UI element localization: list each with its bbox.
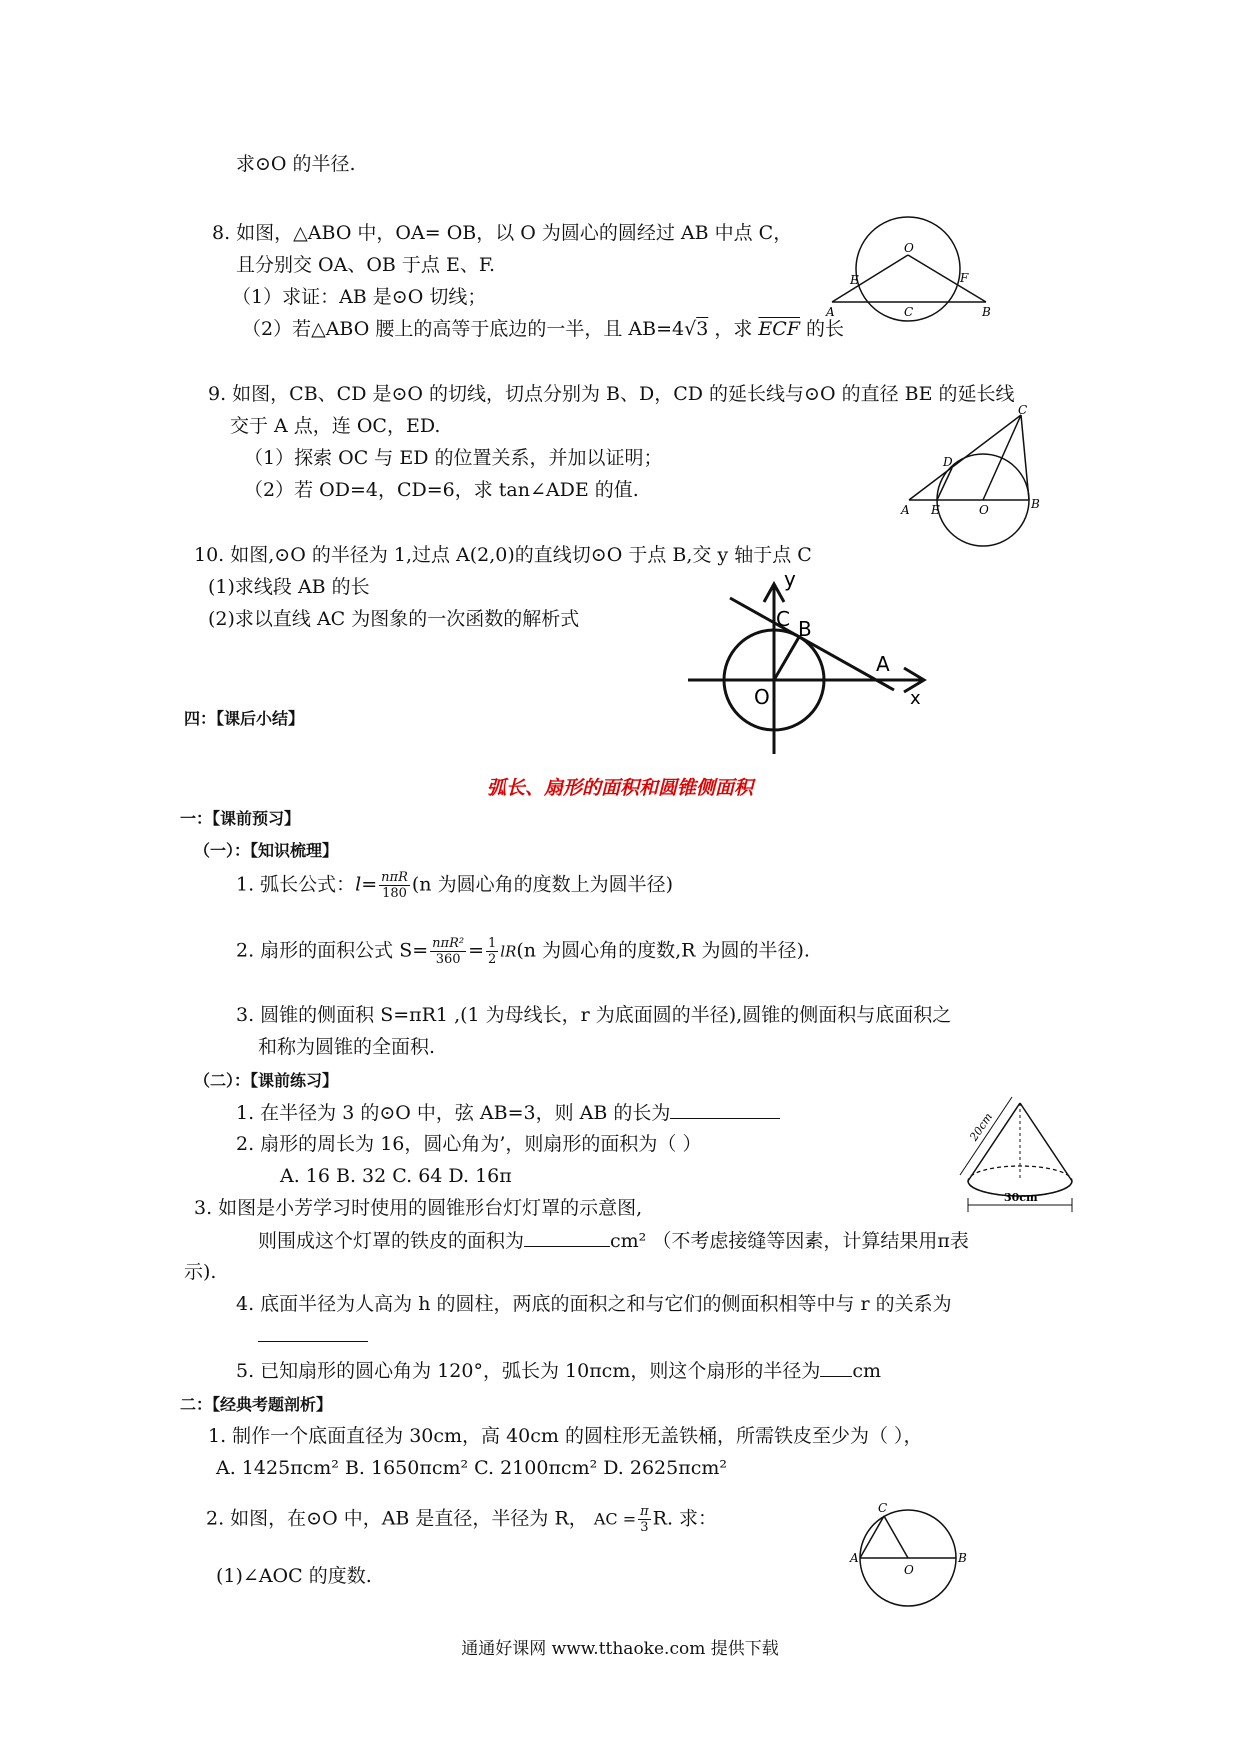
practice-2: 2. 扇形的周长为 16，圆心角为’，则扇形的面积为（ ） (236, 1133, 702, 1155)
classic-1-options: A. 1425πcm² B. 1650πcm² C. 2100πcm² D. 2625πcm² (216, 1457, 727, 1479)
fraction (430, 936, 466, 967)
formula-cone-line-2: 和称为圆锥的全面积. (258, 1036, 436, 1058)
formula-note: (n 为圆心角的度数,R 为圆的半径). (516, 939, 810, 962)
practice-3-line-1: 3. 如图是小芳学习时使用的圆锥形台灯灯罩的示意图, (194, 1197, 643, 1219)
answer-blank (524, 1228, 610, 1247)
classic-2-text-2: R. 求： (652, 1507, 718, 1530)
question-9-line-1: 9. 如图，CB、CD 是⊙O 的切线，切点分别为 B、D，CD 的延长线与⊙O 的直径 BE 的延长线 (208, 383, 1015, 405)
practice-5-unit: cm (852, 1360, 882, 1382)
label-b: B (798, 617, 812, 641)
segment-ao (832, 255, 908, 302)
classic-2 (206, 1504, 717, 1535)
sqrt-symbol: √ (684, 318, 697, 340)
label-a: A (876, 652, 890, 676)
formula-label: 2. 扇形的面积公式 S= (236, 939, 429, 962)
denominator: 2 (488, 952, 497, 967)
label-b: B (1031, 497, 1040, 511)
label-b: B (982, 305, 991, 319)
formula-label: 1. 弧长公式： (236, 873, 356, 896)
classic-2-text: 2. 如图，在⊙O 中，AB 是直径，半径为 R， (206, 1507, 588, 1530)
label-diameter: 30cm (1004, 1191, 1038, 1204)
radius-oc (884, 1516, 908, 1558)
question-10-part-2: (2)求以直线 AC 为图象的一次函数的解析式 (208, 608, 580, 630)
classic-1: 1. 制作一个底面直径为 30cm，高 40cm 的圆柱形无盖铁桶，所需铁皮至少为（ ）， (208, 1425, 923, 1447)
segment-ac (909, 415, 1021, 500)
formula-symbol: lR (500, 942, 517, 961)
practice-5-text: 5. 已知扇形的圆心角为 120°，弧长为 10πcm，则这个扇形的半径为 (236, 1360, 821, 1382)
equals: = (361, 873, 378, 896)
numerator: π (640, 1504, 649, 1519)
section-title: 弧长、扇形的面积和圆锥侧面积 (486, 777, 753, 799)
text-line: 求⊙O 的半径. (236, 153, 356, 175)
section-heading-summary: 四：【课后小结】 (184, 709, 305, 728)
formula-note: (n 为圆心角的度数上为圆半径) (411, 873, 673, 896)
cone-slant-right (1020, 1103, 1072, 1181)
q8-text: （2）若△ABO 腰上的高等于底边的一半，且 AB=4 (242, 318, 685, 340)
subheading-knowledge: （一）：【知识梳理】 (194, 841, 339, 860)
formula-arc-length (236, 870, 673, 901)
question-10-part-1: (1)求线段 AB 的长 (208, 576, 370, 598)
label-c: C (878, 1501, 888, 1515)
figure-q8-svg (820, 222, 1000, 322)
question-9-part-2: （2）若 OD=4，CD=6，求 tan∠ADE 的值. (244, 479, 639, 501)
practice-3-text-2: cm² （不考虑接缝等因素，计算结果用π表 (610, 1230, 969, 1252)
question-9-part-1: （1）探索 OC 与 ED 的位置关系，并加以证明； (244, 447, 663, 469)
subheading-practice: （二）：【课前练习】 (194, 1071, 339, 1090)
page-footer: 通通好课网 www.tthaoke.com 提供下载 (461, 1639, 779, 1659)
q8-text-2: ，求 (714, 318, 753, 340)
label-e: E (931, 503, 940, 517)
denominator: 180 (382, 886, 407, 901)
practice-5 (236, 1358, 881, 1383)
figure-q9-svg (895, 403, 1045, 548)
section-heading-preview: 一：【课前预习】 (180, 809, 301, 828)
figure-cone-svg (958, 1095, 1088, 1215)
label-c: C (776, 607, 790, 631)
label-e: E (850, 273, 859, 287)
segment-co (983, 415, 1021, 500)
equals: = (468, 939, 484, 962)
question-8-line-1: 8. 如图，△ABO 中，OA= OB，以 O 为圆心的圆经过 AB 中点 C， (212, 222, 793, 244)
q8-text-3: 的长 (806, 318, 845, 340)
segment-cb (1021, 415, 1029, 500)
numerator: 1 (488, 936, 497, 951)
numerator: nπR (381, 870, 408, 885)
fraction (638, 1504, 651, 1535)
formula-sector-area (236, 936, 810, 967)
practice-4: 4. 底面半径为人高为 h 的圆柱，两底的面积之和与它们的侧面积相等中与 r 的关系为 (236, 1293, 952, 1315)
question-8-line-2: 且分别交 OA、OB 于点 E、F. (236, 254, 496, 276)
formula-cone-line-1: 3. 圆锥的侧面积 S=πR1 ,(1 为母线长，r 为底面圆的半径),圆锥的侧面积与底面积之 (236, 1004, 952, 1026)
answer-blank (670, 1100, 780, 1119)
answer-blank (258, 1341, 368, 1342)
label-d: D (943, 455, 953, 469)
denominator: 360 (435, 952, 461, 967)
label-slant: 20cm (967, 1110, 996, 1144)
fraction-half (486, 936, 498, 967)
label-o: O (904, 1563, 914, 1577)
figure-q10 (680, 568, 940, 758)
label-o: O (904, 241, 914, 255)
figure-cone (958, 1095, 1088, 1215)
segment-bo (908, 255, 986, 302)
practice-3-line-2 (258, 1228, 969, 1253)
label-f: F (960, 271, 969, 285)
tangent-line (730, 598, 894, 690)
question-8-part-1: （1）求证：AB 是⊙O 切线； (232, 286, 487, 308)
figure-q9 (895, 403, 1045, 548)
figure-c2-svg (836, 1494, 976, 1624)
label-a: A (850, 1551, 859, 1565)
label-a: A (826, 305, 835, 319)
sqrt-radicand: 3 (696, 318, 709, 340)
question-9-line-2: 交于 A 点，连 OC，ED. (230, 415, 441, 437)
question-10-line-1: 10. 如图,⊙O 的半径为 1,过点 A(2,0)的直线切⊙O 于点 B,交 y 轴于点 C (194, 544, 812, 566)
section-heading-analysis: 二：【经典考题剖析】 (180, 1395, 333, 1414)
label-a: A (901, 503, 910, 517)
label-o: O (754, 685, 770, 709)
practice-3-text: 则围成这个灯罩的铁皮的面积为 (258, 1230, 525, 1252)
figure-c2 (836, 1494, 976, 1624)
segment-ob (774, 637, 799, 680)
label-b: B (958, 1551, 967, 1565)
arc-ecf: $\overline{ECF}$ (758, 318, 800, 340)
numerator: nπR² (432, 936, 465, 951)
chord-ac (860, 1516, 884, 1558)
label-o: O (979, 503, 989, 517)
classic-2-part-1: (1)∠AOC 的度数. (216, 1565, 372, 1587)
figure-q8 (820, 222, 1000, 322)
practice-1 (236, 1100, 780, 1125)
practice-3-line-3: 示). (184, 1261, 217, 1283)
label-y: y (784, 567, 796, 591)
fraction (379, 870, 410, 901)
figure-q10-svg (680, 568, 940, 758)
denominator: 3 (640, 1520, 649, 1535)
label-x: x (910, 688, 921, 709)
answer-blank (820, 1358, 852, 1377)
practice-2-options: A. 16 B. 32 C. 64 D. 16π (280, 1165, 512, 1187)
expr-ac: AC = (593, 1509, 637, 1529)
question-8-part-2 (242, 317, 844, 341)
label-c: C (1018, 403, 1028, 417)
formula-symbol: l (355, 873, 362, 896)
label-c: C (904, 305, 914, 319)
practice-1-text: 1. 在半径为 3 的⊙O 中，弦 AB=3，则 AB 的长为 (236, 1102, 671, 1124)
